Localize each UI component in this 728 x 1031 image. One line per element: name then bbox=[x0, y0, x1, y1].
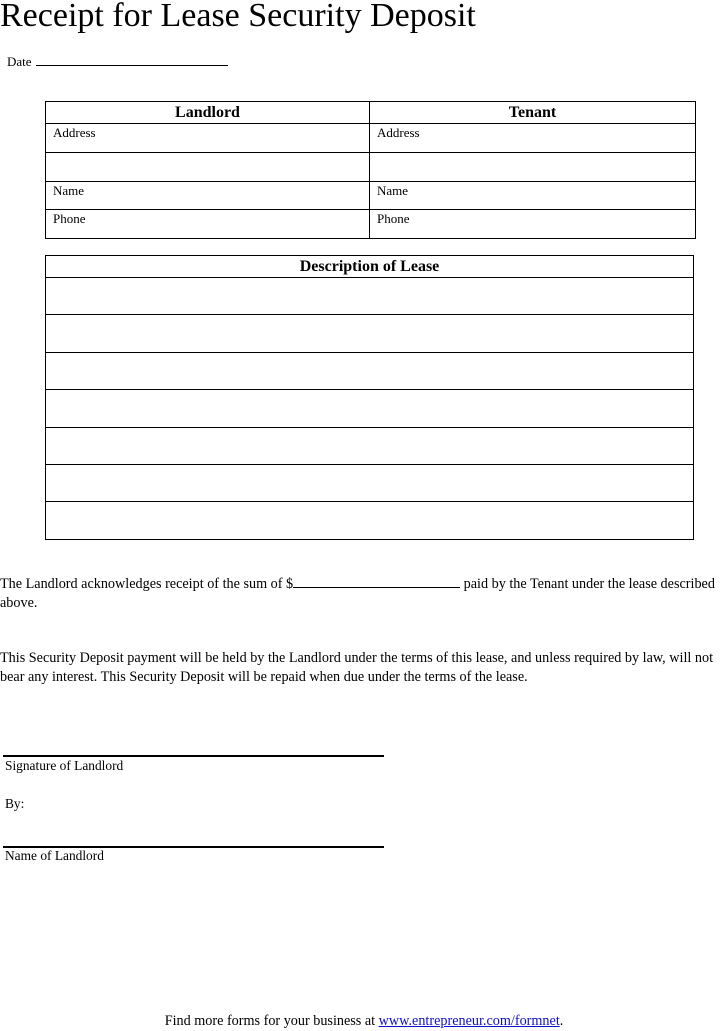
table-row bbox=[46, 428, 694, 465]
cell-label: Address bbox=[377, 125, 420, 140]
landlord-phone-cell[interactable] bbox=[46, 210, 370, 239]
security-deposit-paragraph: This Security Deposit payment will be held by the Landlord under the terms of this lease, and unless required by law, will not bear any interest. This Security Deposit will be repaid when due under the terms of the lease. bbox=[0, 650, 714, 685]
tenant-header: Tenant bbox=[370, 102, 696, 124]
lease-description-line[interactable] bbox=[46, 353, 694, 390]
amount-field[interactable] bbox=[293, 573, 460, 588]
name-label: Name of Landlord bbox=[5, 848, 104, 863]
footer-link[interactable]: www.entrepreneur.com/formnet bbox=[378, 1013, 560, 1029]
footer bbox=[0, 1013, 728, 1030]
lease-description-table bbox=[45, 255, 694, 540]
lease-description-line[interactable] bbox=[46, 428, 694, 465]
cell-label: Address bbox=[53, 125, 96, 140]
cell-label: Phone bbox=[53, 211, 86, 226]
tenant-name-cell[interactable] bbox=[370, 182, 696, 210]
cell-label: Name bbox=[53, 183, 85, 198]
tenant-address-cell-2[interactable] bbox=[370, 153, 696, 182]
lease-description-header: Description of Lease bbox=[46, 256, 694, 278]
paragraph-text: paid by the Tenant under the lease described above. bbox=[0, 576, 715, 611]
footer-text: Find more forms for your business at bbox=[164, 1013, 379, 1029]
party-table bbox=[45, 101, 696, 239]
date-label: Date bbox=[7, 54, 32, 69]
landlord-address-cell[interactable] bbox=[46, 124, 370, 153]
lease-description-line[interactable] bbox=[46, 465, 694, 502]
date-field[interactable] bbox=[36, 52, 228, 66]
table-row bbox=[46, 315, 694, 353]
tenant-phone-cell[interactable] bbox=[370, 210, 696, 239]
lease-description-line[interactable] bbox=[46, 315, 694, 353]
paragraph-text: The Landlord acknowledges receipt of the sum of $ bbox=[0, 576, 294, 592]
table-row bbox=[46, 390, 694, 428]
lease-description-line[interactable] bbox=[46, 390, 694, 428]
table-row bbox=[46, 124, 696, 153]
acknowledgement-paragraph bbox=[0, 573, 728, 613]
landlord-signature-line[interactable] bbox=[3, 755, 384, 757]
table-row bbox=[46, 278, 694, 315]
table-row bbox=[46, 153, 696, 182]
table-row bbox=[46, 182, 696, 210]
table-row bbox=[46, 502, 694, 540]
table-row bbox=[46, 210, 696, 239]
date-row bbox=[7, 52, 228, 70]
cell-label: Phone bbox=[377, 211, 410, 226]
table-row bbox=[46, 465, 694, 502]
footer-period: . bbox=[559, 1013, 564, 1029]
cell-label: Name bbox=[377, 183, 409, 198]
lease-description-line[interactable] bbox=[46, 502, 694, 540]
lease-description-line[interactable] bbox=[46, 278, 694, 315]
landlord-header: Landlord bbox=[46, 102, 370, 124]
table-row bbox=[46, 353, 694, 390]
landlord-address-cell-2[interactable] bbox=[46, 153, 370, 182]
signature-label: Signature of Landlord bbox=[5, 758, 124, 773]
tenant-address-cell[interactable] bbox=[370, 124, 696, 153]
page-title: Receipt for Lease Security Deposit bbox=[0, 0, 476, 34]
landlord-name-cell[interactable] bbox=[46, 182, 370, 210]
by-label: By: bbox=[5, 796, 25, 811]
